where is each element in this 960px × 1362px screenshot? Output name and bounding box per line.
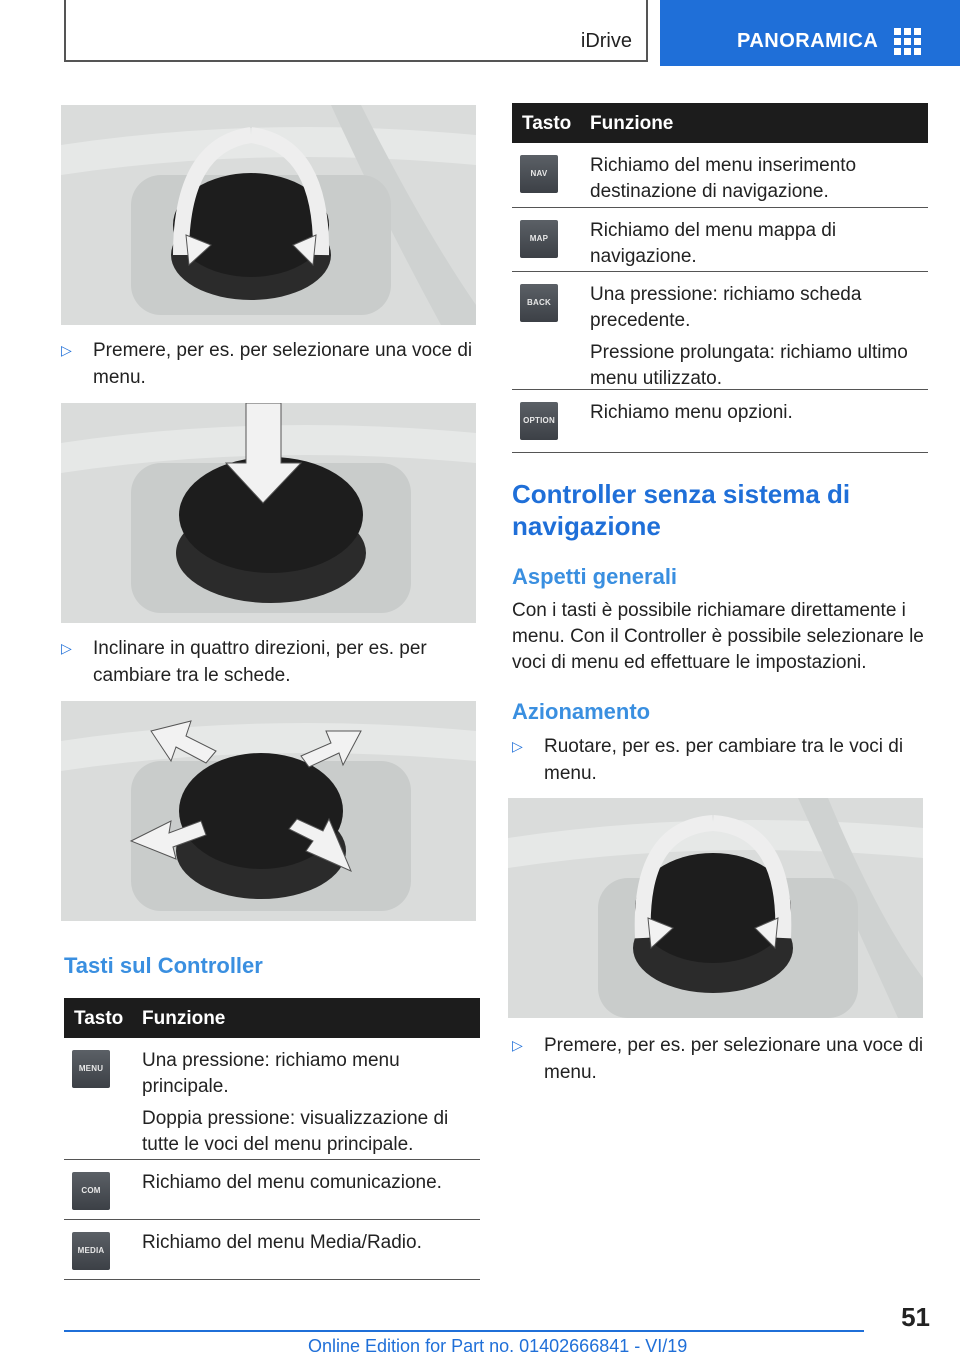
option-button-icon: OPTION bbox=[520, 402, 558, 440]
table-row: NAV Richiamo del menu inserimento destinazione di navigazione. bbox=[512, 143, 928, 208]
buttons-table bbox=[512, 103, 928, 453]
footer-divider bbox=[64, 1330, 864, 1332]
chapter-title: iDrive bbox=[580, 30, 632, 52]
page-number: 51 bbox=[901, 1302, 930, 1332]
map-button-icon: MAP bbox=[520, 220, 558, 258]
triangle-bullet-icon: ▷ bbox=[61, 342, 72, 358]
triangle-bullet-icon: ▷ bbox=[61, 640, 72, 656]
section-title: PANORAMICA bbox=[737, 30, 879, 52]
subsection-heading: Azionamento bbox=[512, 699, 651, 724]
table-row: MAP Richiamo del menu mappa di navigazione. bbox=[512, 208, 928, 272]
section-heading: Tasti sul Controller bbox=[64, 953, 263, 978]
footer-edition: Online Edition for Part no. 01402666841 - VI/19 bbox=[308, 1336, 688, 1356]
com-button-icon: COM bbox=[72, 1172, 110, 1210]
back-button-icon: BACK bbox=[520, 284, 558, 322]
controller-rotate-photo bbox=[508, 798, 923, 1018]
table-row: OPTION Richiamo menu opzioni. bbox=[512, 390, 928, 453]
grid-icon bbox=[894, 28, 922, 56]
column-header-function: Funzione bbox=[142, 1008, 226, 1029]
table-row: MEDIA Richiamo del menu Media/Radio. bbox=[64, 1220, 480, 1280]
buttons-table bbox=[64, 998, 480, 1280]
column-header-key: Tasto bbox=[74, 1008, 124, 1029]
subsection-heading: Aspetti generali bbox=[512, 564, 678, 589]
nav-button-icon: NAV bbox=[520, 155, 558, 193]
table-header bbox=[64, 998, 480, 1038]
body-paragraph: Con i tasti è possibile richiamare direttamente i menu. Con il Controller è possibile selezionare le voci di menu ed effettuare le impostazioni. bbox=[512, 600, 924, 673]
column-header-key: Tasto bbox=[522, 113, 572, 134]
controller-directions-photo bbox=[61, 701, 476, 921]
column-header-function: Funzione bbox=[590, 113, 674, 134]
controller-tilt-photo bbox=[61, 403, 476, 623]
table-row: MENU Una pressione: richiamo menu principale. Doppia pressione: visualizzazione di tutte le voci del menu principale. bbox=[64, 1038, 480, 1160]
table-row: COM Richiamo del menu comunicazione. bbox=[64, 1160, 480, 1220]
table-header bbox=[512, 103, 928, 143]
menu-button-icon: MENU bbox=[72, 1050, 110, 1088]
media-button-icon: MEDIA bbox=[72, 1232, 110, 1270]
page-section-title: Controller senza sistema di navigazione bbox=[512, 479, 851, 541]
controller-rotate-photo bbox=[61, 105, 476, 325]
triangle-bullet-icon: ▷ bbox=[512, 1037, 523, 1053]
table-row: BACK Una pressione: richiamo scheda precedente. Pressione prolungata: richiamo ultimo menu utilizzato. bbox=[512, 272, 928, 390]
triangle-bullet-icon: ▷ bbox=[512, 738, 523, 754]
header-section-tab[interactable] bbox=[660, 0, 960, 66]
header-chapter-tab bbox=[64, 0, 648, 62]
